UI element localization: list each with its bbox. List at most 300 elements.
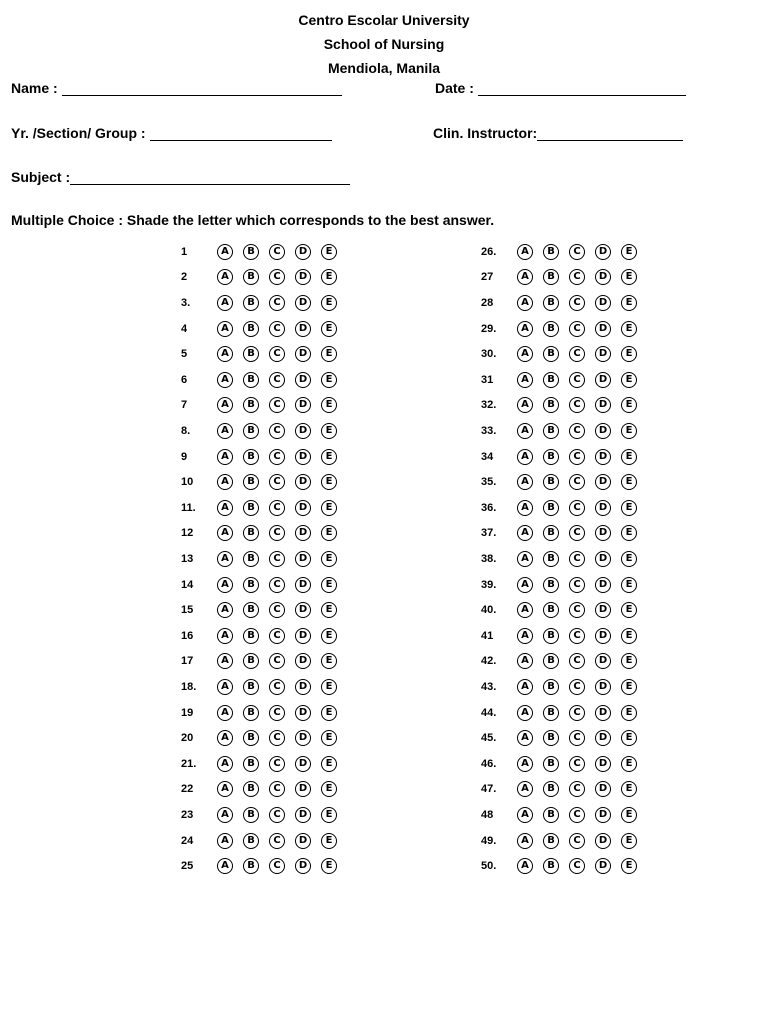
bubble-b[interactable]: B bbox=[243, 705, 259, 721]
bubble-c[interactable]: C bbox=[569, 705, 585, 721]
question-number: 29. bbox=[481, 322, 497, 335]
question-number: 9 bbox=[181, 450, 188, 463]
bubble-e[interactable]: E bbox=[621, 833, 637, 849]
answer-row bbox=[481, 521, 647, 547]
bubble-b[interactable]: B bbox=[543, 705, 559, 721]
bubble-c[interactable]: C bbox=[569, 577, 585, 593]
bubble-c[interactable]: C bbox=[269, 500, 285, 516]
bubble-c[interactable]: C bbox=[269, 525, 285, 541]
bubble-b[interactable]: B bbox=[243, 781, 259, 797]
question-number: 38. bbox=[481, 552, 497, 565]
question-number: 8. bbox=[181, 424, 191, 437]
bubble-c[interactable]: C bbox=[269, 551, 285, 567]
bubble-e[interactable]: E bbox=[621, 756, 637, 772]
answer-row bbox=[481, 700, 647, 726]
bubble-c[interactable]: C bbox=[269, 756, 285, 772]
bubble-e[interactable]: E bbox=[621, 781, 637, 797]
bubble-d[interactable]: D bbox=[595, 474, 611, 490]
bubble-a[interactable]: A bbox=[217, 705, 233, 721]
bubble-a[interactable]: A bbox=[517, 679, 533, 695]
bubble-c[interactable]: C bbox=[269, 653, 285, 669]
bubble-d[interactable]: D bbox=[295, 423, 311, 439]
bubble-a[interactable]: A bbox=[517, 397, 533, 413]
bubble-e[interactable]: E bbox=[321, 577, 337, 593]
bubble-a[interactable]: A bbox=[217, 653, 233, 669]
bubble-a[interactable]: A bbox=[517, 781, 533, 797]
answer-row bbox=[481, 239, 647, 265]
answer-row bbox=[481, 290, 647, 316]
bubble-c[interactable]: C bbox=[569, 397, 585, 413]
bubble-c[interactable]: C bbox=[569, 653, 585, 669]
bubble-d[interactable]: D bbox=[295, 756, 311, 772]
bubble-e[interactable]: E bbox=[321, 321, 337, 337]
bubble-c[interactable]: C bbox=[569, 449, 585, 465]
bubble-c[interactable]: C bbox=[269, 858, 285, 874]
bubble-c[interactable]: C bbox=[569, 756, 585, 772]
bubble-a[interactable]: A bbox=[517, 628, 533, 644]
bubble-e[interactable]: E bbox=[321, 653, 337, 669]
instructor-field[interactable] bbox=[433, 125, 683, 141]
bubble-c[interactable]: C bbox=[269, 781, 285, 797]
answer-row bbox=[181, 546, 347, 572]
bubble-e[interactable]: E bbox=[321, 500, 337, 516]
bubble-b[interactable]: B bbox=[243, 500, 259, 516]
bubble-d[interactable]: D bbox=[595, 705, 611, 721]
bubble-c[interactable]: C bbox=[569, 628, 585, 644]
bubble-b[interactable]: B bbox=[543, 577, 559, 593]
bubble-d[interactable]: D bbox=[295, 269, 311, 285]
bubble-d[interactable]: D bbox=[295, 474, 311, 490]
question-number: 47. bbox=[481, 783, 497, 796]
bubble-b[interactable]: B bbox=[543, 781, 559, 797]
bubble-b[interactable]: B bbox=[243, 474, 259, 490]
bubble-e[interactable]: E bbox=[621, 372, 637, 388]
bubble-d[interactable]: D bbox=[295, 397, 311, 413]
bubble-b[interactable]: B bbox=[543, 397, 559, 413]
bubble-a[interactable]: A bbox=[217, 833, 233, 849]
bubble-a[interactable]: A bbox=[517, 730, 533, 746]
bubble-e[interactable]: E bbox=[621, 602, 637, 618]
bubble-d[interactable]: D bbox=[595, 807, 611, 823]
bubble-c[interactable]: C bbox=[569, 269, 585, 285]
bubble-b[interactable]: B bbox=[543, 653, 559, 669]
bubble-b[interactable]: B bbox=[243, 346, 259, 362]
bubble-e[interactable]: E bbox=[621, 653, 637, 669]
date-line[interactable] bbox=[478, 81, 686, 96]
bubble-b[interactable]: B bbox=[543, 295, 559, 311]
bubble-d[interactable]: D bbox=[295, 525, 311, 541]
bubble-a[interactable]: A bbox=[517, 269, 533, 285]
bubble-e[interactable]: E bbox=[321, 705, 337, 721]
bubble-d[interactable]: D bbox=[295, 628, 311, 644]
bubble-c[interactable]: C bbox=[269, 372, 285, 388]
bubble-d[interactable]: D bbox=[595, 653, 611, 669]
bubble-e[interactable]: E bbox=[321, 833, 337, 849]
bubble-c[interactable]: C bbox=[269, 474, 285, 490]
bubble-d[interactable]: D bbox=[295, 346, 311, 362]
bubble-a[interactable]: A bbox=[217, 372, 233, 388]
bubble-d[interactable]: D bbox=[595, 321, 611, 337]
question-number: 46. bbox=[481, 757, 497, 770]
subject-label: Subject : bbox=[11, 169, 71, 185]
bubble-d[interactable]: D bbox=[595, 449, 611, 465]
name-field[interactable] bbox=[11, 80, 342, 96]
bubble-d[interactable]: D bbox=[595, 679, 611, 695]
bubble-c[interactable]: C bbox=[269, 321, 285, 337]
bubble-d[interactable]: D bbox=[595, 551, 611, 567]
bubble-c[interactable]: C bbox=[569, 321, 585, 337]
bubble-e[interactable]: E bbox=[321, 449, 337, 465]
bubble-e[interactable]: E bbox=[321, 269, 337, 285]
bubble-b[interactable]: B bbox=[243, 295, 259, 311]
bubble-b[interactable]: B bbox=[243, 756, 259, 772]
bubble-e[interactable]: E bbox=[321, 602, 337, 618]
bubble-d[interactable]: D bbox=[295, 781, 311, 797]
bubble-b[interactable]: B bbox=[543, 474, 559, 490]
bubble-a[interactable]: A bbox=[517, 858, 533, 874]
bubble-b[interactable]: B bbox=[543, 756, 559, 772]
answer-row bbox=[181, 572, 347, 598]
bubble-c[interactable]: C bbox=[269, 679, 285, 695]
bubble-a[interactable]: A bbox=[217, 628, 233, 644]
bubble-c[interactable]: C bbox=[569, 244, 585, 260]
instructor-line[interactable] bbox=[537, 126, 683, 141]
bubble-e[interactable]: E bbox=[321, 244, 337, 260]
header bbox=[0, 8, 768, 80]
bubble-b[interactable]: B bbox=[543, 372, 559, 388]
bubble-c[interactable]: C bbox=[269, 705, 285, 721]
bubble-e[interactable]: E bbox=[621, 346, 637, 362]
bubble-a[interactable]: A bbox=[517, 372, 533, 388]
question-number: 31 bbox=[481, 373, 494, 386]
answer-row bbox=[181, 521, 347, 547]
bubble-d[interactable]: D bbox=[295, 449, 311, 465]
bubble-c[interactable]: C bbox=[269, 602, 285, 618]
bubble-b[interactable]: B bbox=[543, 833, 559, 849]
question-number: 27 bbox=[481, 271, 494, 284]
bubble-c[interactable]: C bbox=[269, 346, 285, 362]
bubble-e[interactable]: E bbox=[621, 705, 637, 721]
instructions: Multiple Choice : Shade the letter which corresponds to the best answer. bbox=[11, 212, 495, 228]
bubble-d[interactable]: D bbox=[295, 858, 311, 874]
bubble-c[interactable]: C bbox=[269, 449, 285, 465]
bubble-a[interactable]: A bbox=[517, 551, 533, 567]
answer-row bbox=[481, 341, 647, 367]
bubble-b[interactable]: B bbox=[543, 858, 559, 874]
bubble-a[interactable]: A bbox=[517, 756, 533, 772]
bubble-d[interactable]: D bbox=[295, 577, 311, 593]
bubble-b[interactable]: B bbox=[543, 423, 559, 439]
bubble-a[interactable]: A bbox=[217, 730, 233, 746]
bubble-e[interactable]: E bbox=[321, 474, 337, 490]
bubble-d[interactable]: D bbox=[295, 807, 311, 823]
bubble-b[interactable]: B bbox=[543, 346, 559, 362]
answer-row bbox=[481, 623, 647, 649]
bubble-a[interactable]: A bbox=[217, 346, 233, 362]
answer-row bbox=[181, 495, 347, 521]
bubble-b[interactable]: B bbox=[243, 269, 259, 285]
bubble-e[interactable]: E bbox=[621, 321, 637, 337]
bubble-c[interactable]: C bbox=[269, 833, 285, 849]
bubble-e[interactable]: E bbox=[321, 756, 337, 772]
bubble-e[interactable]: E bbox=[321, 858, 337, 874]
bubble-a[interactable]: A bbox=[217, 295, 233, 311]
bubble-b[interactable]: B bbox=[243, 577, 259, 593]
bubble-b[interactable]: B bbox=[243, 244, 259, 260]
bubble-d[interactable]: D bbox=[295, 372, 311, 388]
bubble-a[interactable]: A bbox=[217, 500, 233, 516]
question-number: 28 bbox=[481, 296, 494, 309]
bubble-a[interactable]: A bbox=[517, 500, 533, 516]
bubble-c[interactable]: C bbox=[269, 577, 285, 593]
bubble-c[interactable]: C bbox=[569, 500, 585, 516]
bubble-d[interactable]: D bbox=[595, 500, 611, 516]
bubble-a[interactable]: A bbox=[517, 525, 533, 541]
bubble-b[interactable]: B bbox=[243, 551, 259, 567]
bubble-a[interactable]: A bbox=[217, 858, 233, 874]
bubble-e[interactable]: E bbox=[621, 244, 637, 260]
bubble-d[interactable]: D bbox=[295, 653, 311, 669]
answer-row bbox=[181, 444, 347, 470]
bubble-e[interactable]: E bbox=[321, 423, 337, 439]
bubble-d[interactable]: D bbox=[595, 372, 611, 388]
bubble-b[interactable]: B bbox=[543, 551, 559, 567]
bubble-a[interactable]: A bbox=[217, 449, 233, 465]
bubble-e[interactable]: E bbox=[321, 551, 337, 567]
bubble-a[interactable]: A bbox=[517, 449, 533, 465]
bubble-d[interactable]: D bbox=[595, 730, 611, 746]
bubble-c[interactable]: C bbox=[569, 423, 585, 439]
bubble-b[interactable]: B bbox=[543, 602, 559, 618]
bubble-c[interactable]: C bbox=[569, 781, 585, 797]
bubble-e[interactable]: E bbox=[321, 295, 337, 311]
bubble-d[interactable]: D bbox=[595, 628, 611, 644]
bubble-e[interactable]: E bbox=[621, 577, 637, 593]
bubble-d[interactable]: D bbox=[595, 756, 611, 772]
bubble-d[interactable]: D bbox=[595, 423, 611, 439]
bubble-c[interactable]: C bbox=[569, 730, 585, 746]
bubble-e[interactable]: E bbox=[321, 781, 337, 797]
bubble-d[interactable]: D bbox=[595, 858, 611, 874]
bubble-e[interactable]: E bbox=[621, 807, 637, 823]
bubble-d[interactable]: D bbox=[595, 833, 611, 849]
question-number: 30. bbox=[481, 348, 497, 361]
bubble-d[interactable]: D bbox=[595, 244, 611, 260]
bubble-b[interactable]: B bbox=[243, 321, 259, 337]
bubble-b[interactable]: B bbox=[243, 602, 259, 618]
bubble-a[interactable]: A bbox=[217, 577, 233, 593]
answer-row bbox=[181, 828, 347, 854]
bubble-c[interactable]: C bbox=[569, 858, 585, 874]
bubble-c[interactable]: C bbox=[569, 474, 585, 490]
section-field[interactable] bbox=[11, 125, 332, 141]
bubble-e[interactable]: E bbox=[621, 295, 637, 311]
bubble-b[interactable]: B bbox=[243, 653, 259, 669]
bubble-b[interactable]: B bbox=[243, 730, 259, 746]
bubble-e[interactable]: E bbox=[621, 423, 637, 439]
bubble-d[interactable]: D bbox=[295, 295, 311, 311]
bubble-a[interactable]: A bbox=[217, 423, 233, 439]
bubble-b[interactable]: B bbox=[243, 372, 259, 388]
bubble-c[interactable]: C bbox=[569, 372, 585, 388]
bubble-a[interactable]: A bbox=[517, 705, 533, 721]
bubble-b[interactable]: B bbox=[243, 858, 259, 874]
bubble-a[interactable]: A bbox=[217, 781, 233, 797]
bubble-b[interactable]: B bbox=[243, 679, 259, 695]
bubble-e[interactable]: E bbox=[621, 525, 637, 541]
bubble-b[interactable]: B bbox=[543, 244, 559, 260]
question-number: 34 bbox=[481, 450, 494, 463]
university-name: Centro Escolar University bbox=[298, 12, 470, 28]
bubble-e[interactable]: E bbox=[321, 346, 337, 362]
subject-field[interactable] bbox=[11, 169, 350, 185]
bubble-e[interactable]: E bbox=[621, 679, 637, 695]
question-number: 10 bbox=[181, 476, 194, 489]
bubble-a[interactable]: A bbox=[217, 602, 233, 618]
bubble-a[interactable]: A bbox=[217, 321, 233, 337]
bubble-c[interactable]: C bbox=[569, 295, 585, 311]
bubble-d[interactable]: D bbox=[595, 269, 611, 285]
subject-line[interactable] bbox=[70, 170, 350, 185]
bubble-a[interactable]: A bbox=[217, 679, 233, 695]
bubble-a[interactable]: A bbox=[217, 756, 233, 772]
bubble-c[interactable]: C bbox=[269, 807, 285, 823]
bubble-a[interactable]: A bbox=[517, 423, 533, 439]
date-field[interactable] bbox=[435, 80, 686, 96]
bubble-e[interactable]: E bbox=[321, 730, 337, 746]
bubble-b[interactable]: B bbox=[543, 679, 559, 695]
bubble-d[interactable]: D bbox=[595, 577, 611, 593]
bubble-d[interactable]: D bbox=[295, 321, 311, 337]
bubble-d[interactable]: D bbox=[295, 244, 311, 260]
bubble-b[interactable]: B bbox=[543, 628, 559, 644]
bubble-e[interactable]: E bbox=[621, 474, 637, 490]
bubble-e[interactable]: E bbox=[621, 730, 637, 746]
bubble-c[interactable]: C bbox=[269, 397, 285, 413]
bubble-a[interactable]: A bbox=[217, 397, 233, 413]
answer-row bbox=[481, 418, 647, 444]
bubble-b[interactable]: B bbox=[543, 269, 559, 285]
bubble-e[interactable]: E bbox=[621, 628, 637, 644]
bubble-d[interactable]: D bbox=[595, 397, 611, 413]
bubble-e[interactable]: E bbox=[621, 449, 637, 465]
bubble-c[interactable]: C bbox=[569, 346, 585, 362]
bubble-e[interactable]: E bbox=[621, 500, 637, 516]
bubble-b[interactable]: B bbox=[543, 321, 559, 337]
bubble-b[interactable]: B bbox=[243, 423, 259, 439]
bubble-c[interactable]: C bbox=[269, 269, 285, 285]
bubble-e[interactable]: E bbox=[321, 372, 337, 388]
bubble-d[interactable]: D bbox=[295, 705, 311, 721]
bubble-e[interactable]: E bbox=[621, 269, 637, 285]
bubble-c[interactable]: C bbox=[269, 423, 285, 439]
bubble-e[interactable]: E bbox=[321, 807, 337, 823]
bubble-b[interactable]: B bbox=[543, 449, 559, 465]
bubble-b[interactable]: B bbox=[543, 525, 559, 541]
bubble-c[interactable]: C bbox=[569, 551, 585, 567]
bubble-c[interactable]: C bbox=[269, 628, 285, 644]
bubble-c[interactable]: C bbox=[569, 525, 585, 541]
bubble-a[interactable]: A bbox=[517, 653, 533, 669]
bubble-e[interactable]: E bbox=[321, 525, 337, 541]
bubble-b[interactable]: B bbox=[543, 500, 559, 516]
bubble-a[interactable]: A bbox=[217, 807, 233, 823]
bubble-a[interactable]: A bbox=[517, 346, 533, 362]
bubble-e[interactable]: E bbox=[321, 679, 337, 695]
bubble-e[interactable]: E bbox=[621, 858, 637, 874]
bubble-e[interactable]: E bbox=[621, 397, 637, 413]
answer-row bbox=[481, 853, 647, 879]
bubble-a[interactable]: A bbox=[517, 833, 533, 849]
bubble-d[interactable]: D bbox=[295, 679, 311, 695]
answer-row bbox=[181, 725, 347, 751]
bubble-a[interactable]: A bbox=[217, 244, 233, 260]
bubble-d[interactable]: D bbox=[295, 551, 311, 567]
name-label: Name : bbox=[11, 80, 58, 96]
bubble-d[interactable]: D bbox=[595, 525, 611, 541]
bubble-e[interactable]: E bbox=[621, 551, 637, 567]
bubble-d[interactable]: D bbox=[295, 730, 311, 746]
instructor-label: Clin. Instructor: bbox=[433, 125, 538, 141]
bubble-d[interactable]: D bbox=[295, 500, 311, 516]
bubble-e[interactable]: E bbox=[321, 628, 337, 644]
bubble-b[interactable]: B bbox=[543, 807, 559, 823]
bubble-a[interactable]: A bbox=[517, 295, 533, 311]
bubble-d[interactable]: D bbox=[595, 781, 611, 797]
bubble-c[interactable]: C bbox=[269, 730, 285, 746]
answer-row bbox=[181, 239, 347, 265]
bubble-c[interactable]: C bbox=[269, 295, 285, 311]
bubble-a[interactable]: A bbox=[217, 551, 233, 567]
bubble-c[interactable]: C bbox=[569, 833, 585, 849]
question-number: 5 bbox=[181, 348, 188, 361]
bubble-a[interactable]: A bbox=[217, 474, 233, 490]
bubble-a[interactable]: A bbox=[517, 321, 533, 337]
bubble-a[interactable]: A bbox=[517, 602, 533, 618]
bubble-c[interactable]: C bbox=[569, 807, 585, 823]
bubble-d[interactable]: D bbox=[595, 346, 611, 362]
bubble-b[interactable]: B bbox=[243, 628, 259, 644]
bubble-b[interactable]: B bbox=[243, 525, 259, 541]
bubble-c[interactable]: C bbox=[269, 244, 285, 260]
bubble-a[interactable]: A bbox=[517, 577, 533, 593]
bubble-b[interactable]: B bbox=[243, 833, 259, 849]
bubble-d[interactable]: D bbox=[595, 602, 611, 618]
bubble-b[interactable]: B bbox=[243, 807, 259, 823]
section-line[interactable] bbox=[150, 126, 332, 141]
bubble-a[interactable]: A bbox=[217, 269, 233, 285]
answer-row bbox=[181, 265, 347, 291]
bubble-b[interactable]: B bbox=[243, 397, 259, 413]
bubble-b[interactable]: B bbox=[243, 449, 259, 465]
name-line[interactable] bbox=[62, 81, 342, 96]
bubble-a[interactable]: A bbox=[517, 474, 533, 490]
question-number: 32. bbox=[481, 399, 497, 412]
bubble-a[interactable]: A bbox=[517, 807, 533, 823]
answer-row bbox=[181, 597, 347, 623]
bubble-a[interactable]: A bbox=[217, 525, 233, 541]
bubble-d[interactable]: D bbox=[595, 295, 611, 311]
bubble-c[interactable]: C bbox=[569, 679, 585, 695]
question-number: 48 bbox=[481, 808, 494, 821]
bubble-b[interactable]: B bbox=[543, 730, 559, 746]
bubble-a[interactable]: A bbox=[517, 244, 533, 260]
bubble-e[interactable]: E bbox=[321, 397, 337, 413]
bubble-d[interactable]: D bbox=[295, 833, 311, 849]
bubble-c[interactable]: C bbox=[569, 602, 585, 618]
question-number: 16 bbox=[181, 629, 194, 642]
bubble-d[interactable]: D bbox=[295, 602, 311, 618]
